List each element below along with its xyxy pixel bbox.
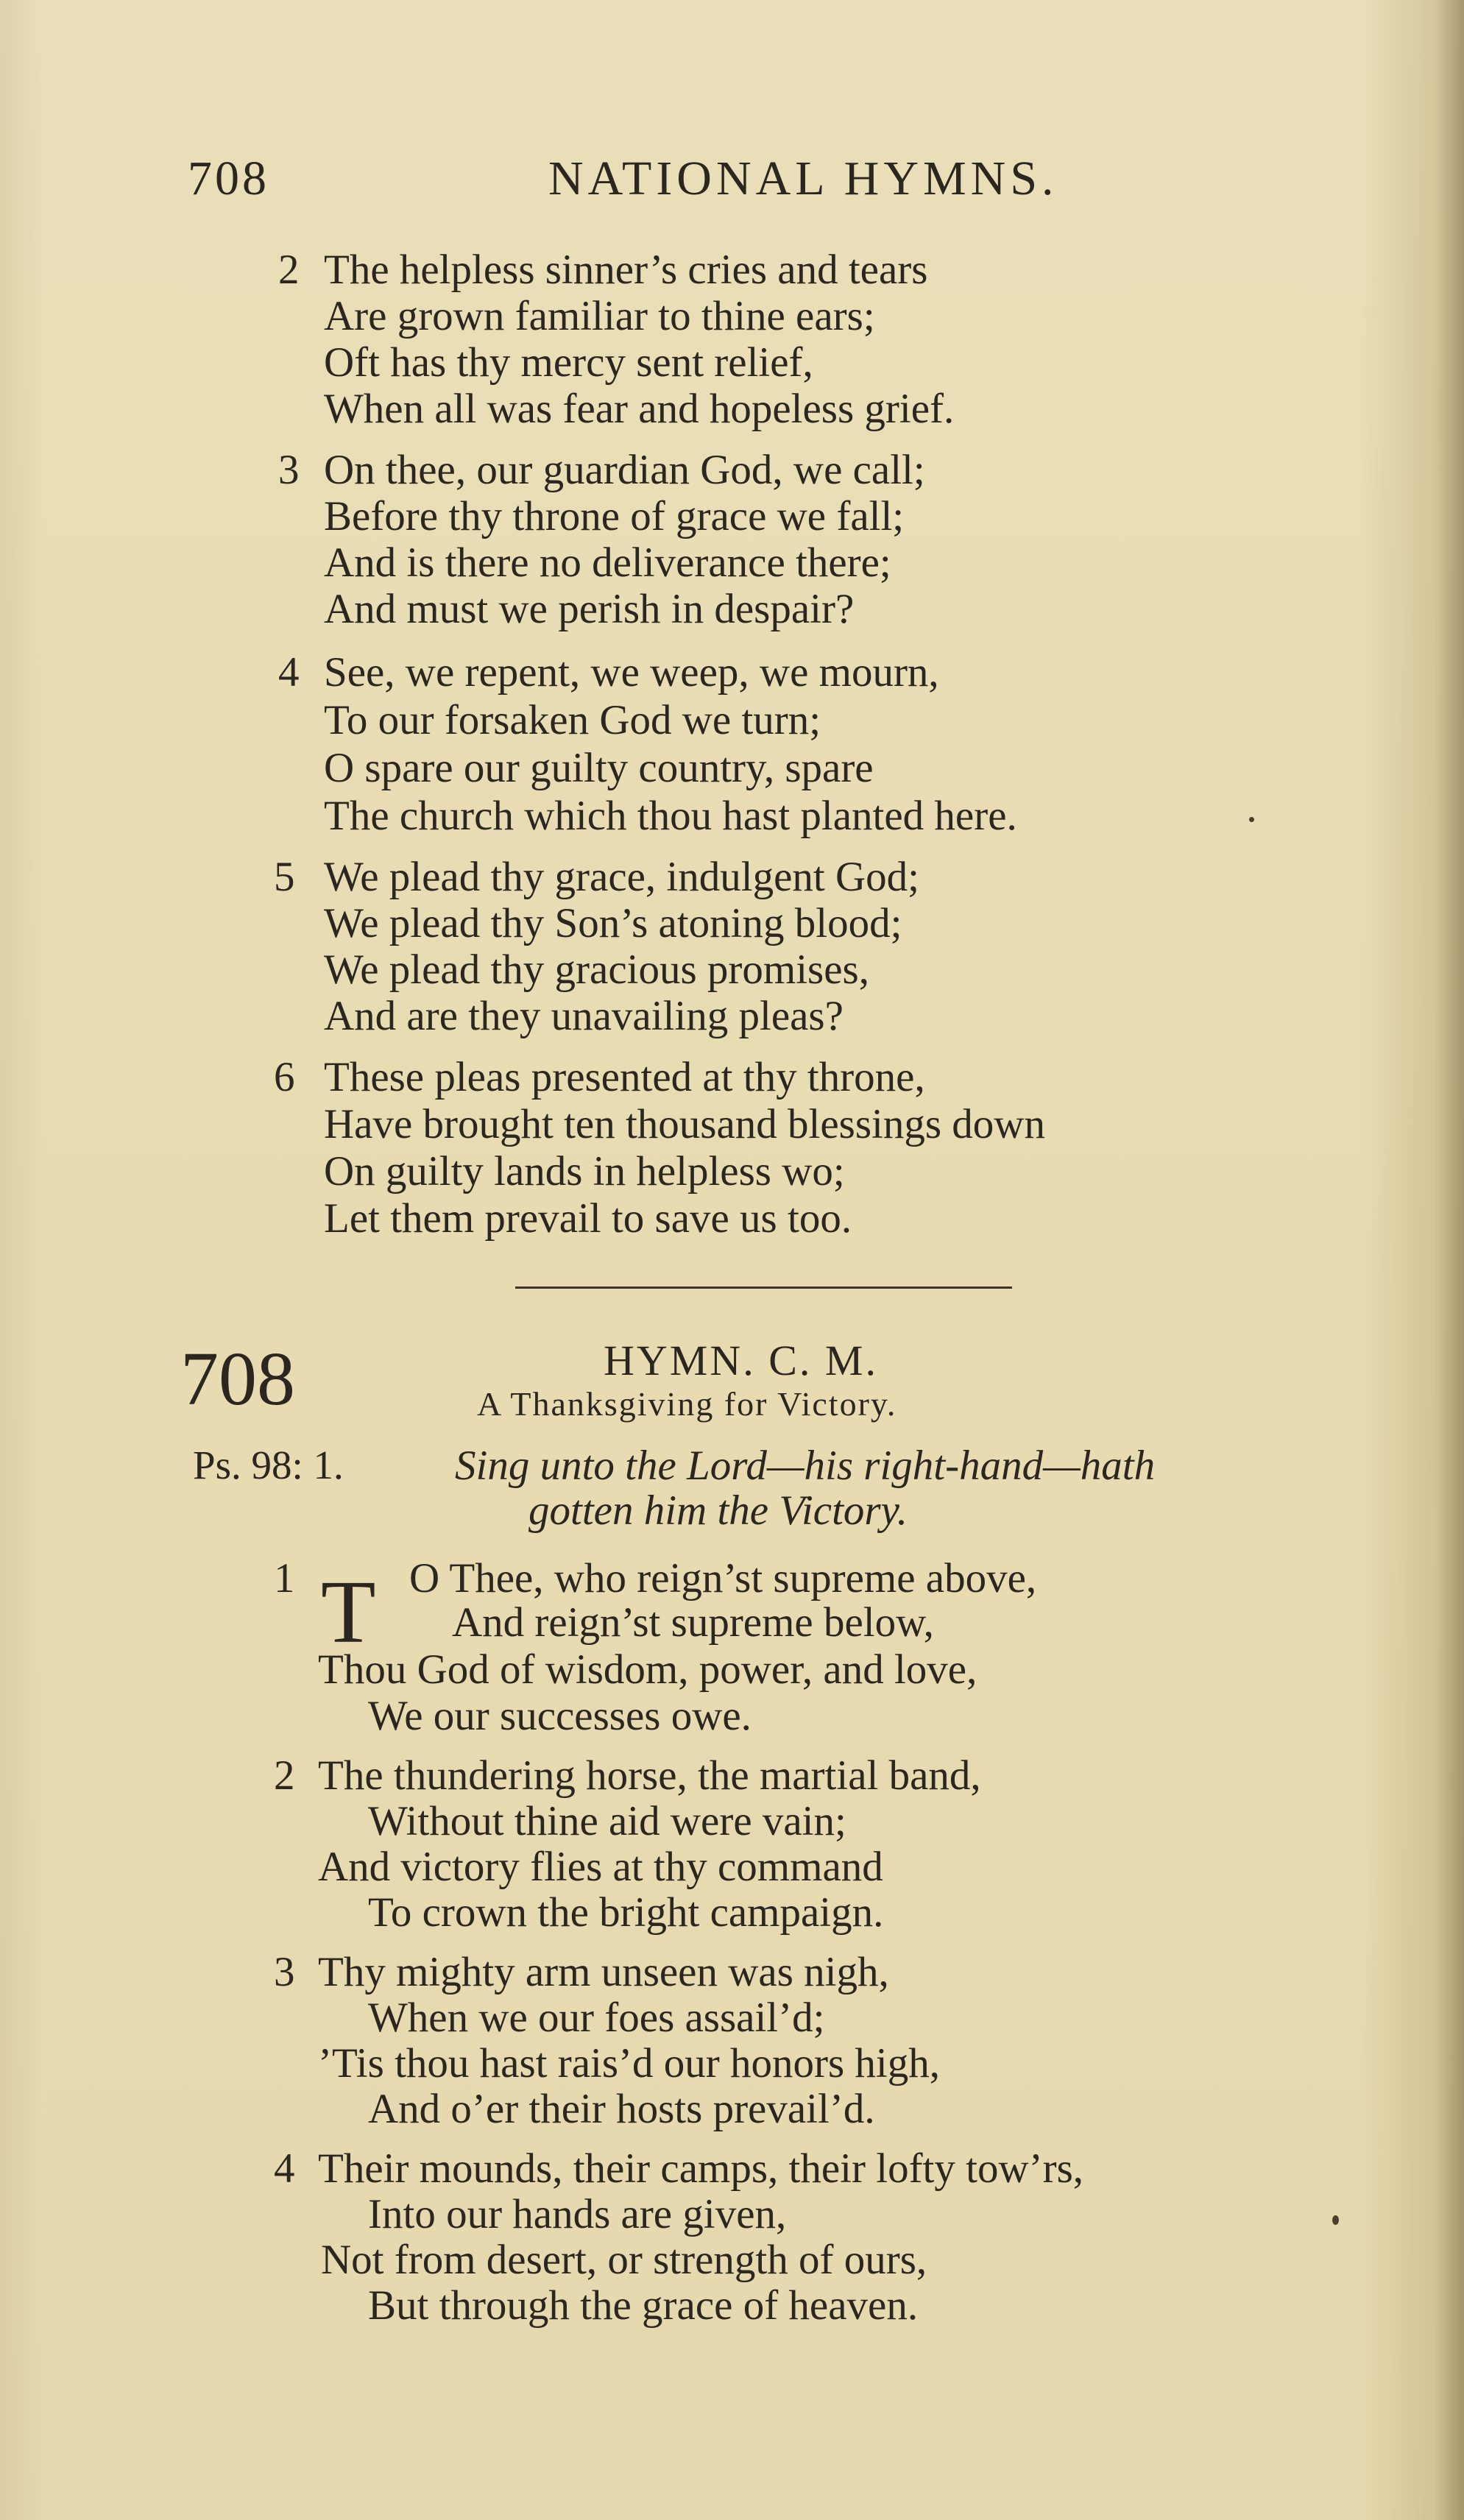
verse-line: On guilty lands in helpless wo; (324, 1148, 845, 1194)
verse-line: When all was fear and hopeless grief. (324, 386, 955, 432)
running-title: NATIONAL HYMNS. (548, 152, 1058, 205)
verse-line: The thundering horse, the martial band, (318, 1752, 981, 1799)
verse-line: Oft has thy mercy sent relief, (324, 339, 813, 386)
stanza-number: 4 (274, 2145, 295, 2192)
verse-line: The helpless sinner’s cries and tears (324, 247, 928, 293)
stanza-number: 2 (274, 1752, 295, 1799)
stanza-number: 3 (278, 447, 300, 493)
verse-line: And victory flies at thy command (318, 1844, 883, 1890)
verse-line: We plead thy gracious promises, (324, 946, 869, 993)
verse-line: Thy mighty arm unseen was nigh, (318, 1949, 889, 1995)
verse-line: And are they unavailing pleas? (324, 993, 844, 1039)
verse-line: Before thy throne of grace we fall; (324, 493, 905, 539)
drop-cap: T (321, 1562, 376, 1662)
verse-line: Their mounds, their camps, their lofty tow’rs, (318, 2145, 1084, 2192)
stanza-number: 5 (274, 854, 295, 900)
verse-line: But through the grace of heaven. (368, 2282, 919, 2329)
scripture-reference: Ps. 98: 1. (193, 1443, 344, 1487)
ink-speck (1249, 817, 1254, 822)
verse-line: We plead thy grace, indulgent God; (324, 854, 919, 900)
stanza-number: 1 (274, 1555, 295, 1601)
scripture-text: Sing unto the Lord—his right-hand—hath (455, 1443, 1156, 1489)
verse-line: And must we perish in despair? (324, 586, 855, 632)
verse-line: These pleas presented at thy throne, (324, 1054, 925, 1100)
stanza-number: 3 (274, 1949, 295, 1995)
verse-line: O Thee, who reign’st supreme above, (409, 1555, 1037, 1601)
verse-line: ’Tis thou hast rais’d our honors high, (318, 2040, 940, 2087)
ink-speck (1332, 2215, 1339, 2225)
verse-line: Not from desert, or strength of ours, (321, 2237, 927, 2283)
verse-line: Into our hands are given, (368, 2191, 787, 2237)
verse-line: And o’er their hosts prevail’d. (368, 2086, 875, 2132)
verse-line: And reign’st supreme below, (452, 1599, 934, 1646)
verse-line: See, we repent, we weep, we mourn, (324, 649, 939, 696)
verse-line: Thou God of wisdom, power, and love, (318, 1646, 977, 1693)
verse-line: We plead thy Son’s atoning blood; (324, 900, 902, 946)
verse-line: To crown the bright campaign. (368, 1889, 884, 1936)
verse-line: To our forsaken God we turn; (324, 697, 821, 743)
verse-line: The church which thou hast planted here. (324, 793, 1017, 839)
running-header (188, 151, 1071, 210)
verse-line: O spare our guilty country, spare (324, 745, 874, 791)
verse-line: We our successes owe. (368, 1693, 752, 1739)
verse-line: When we our foes assail’d; (368, 1995, 825, 2041)
verse-line: Are grown familiar to thine ears; (324, 293, 875, 339)
verse-line: Have brought ten thousand blessings down (324, 1101, 1045, 1147)
section-divider (515, 1286, 1012, 1289)
stanza-number: 6 (274, 1054, 295, 1100)
stanza-number: 2 (278, 247, 300, 293)
verse-line: On thee, our guardian God, we call; (324, 447, 925, 493)
verse-line: Let them prevail to save us too. (324, 1195, 852, 1242)
hymn-subtitle: A Thanksgiving for Victory. (477, 1385, 897, 1423)
verse-line: Without thine aid were vain; (368, 1798, 846, 1844)
stanza-number: 4 (278, 649, 300, 696)
verse-line: And is there no deliverance there; (324, 539, 891, 586)
hymn-number: 708 (180, 1337, 295, 1421)
scripture-text: gotten him the Victory. (528, 1487, 908, 1534)
hymn-heading: HYMN. C. M. (604, 1337, 878, 1384)
page-number: 708 (188, 152, 269, 205)
